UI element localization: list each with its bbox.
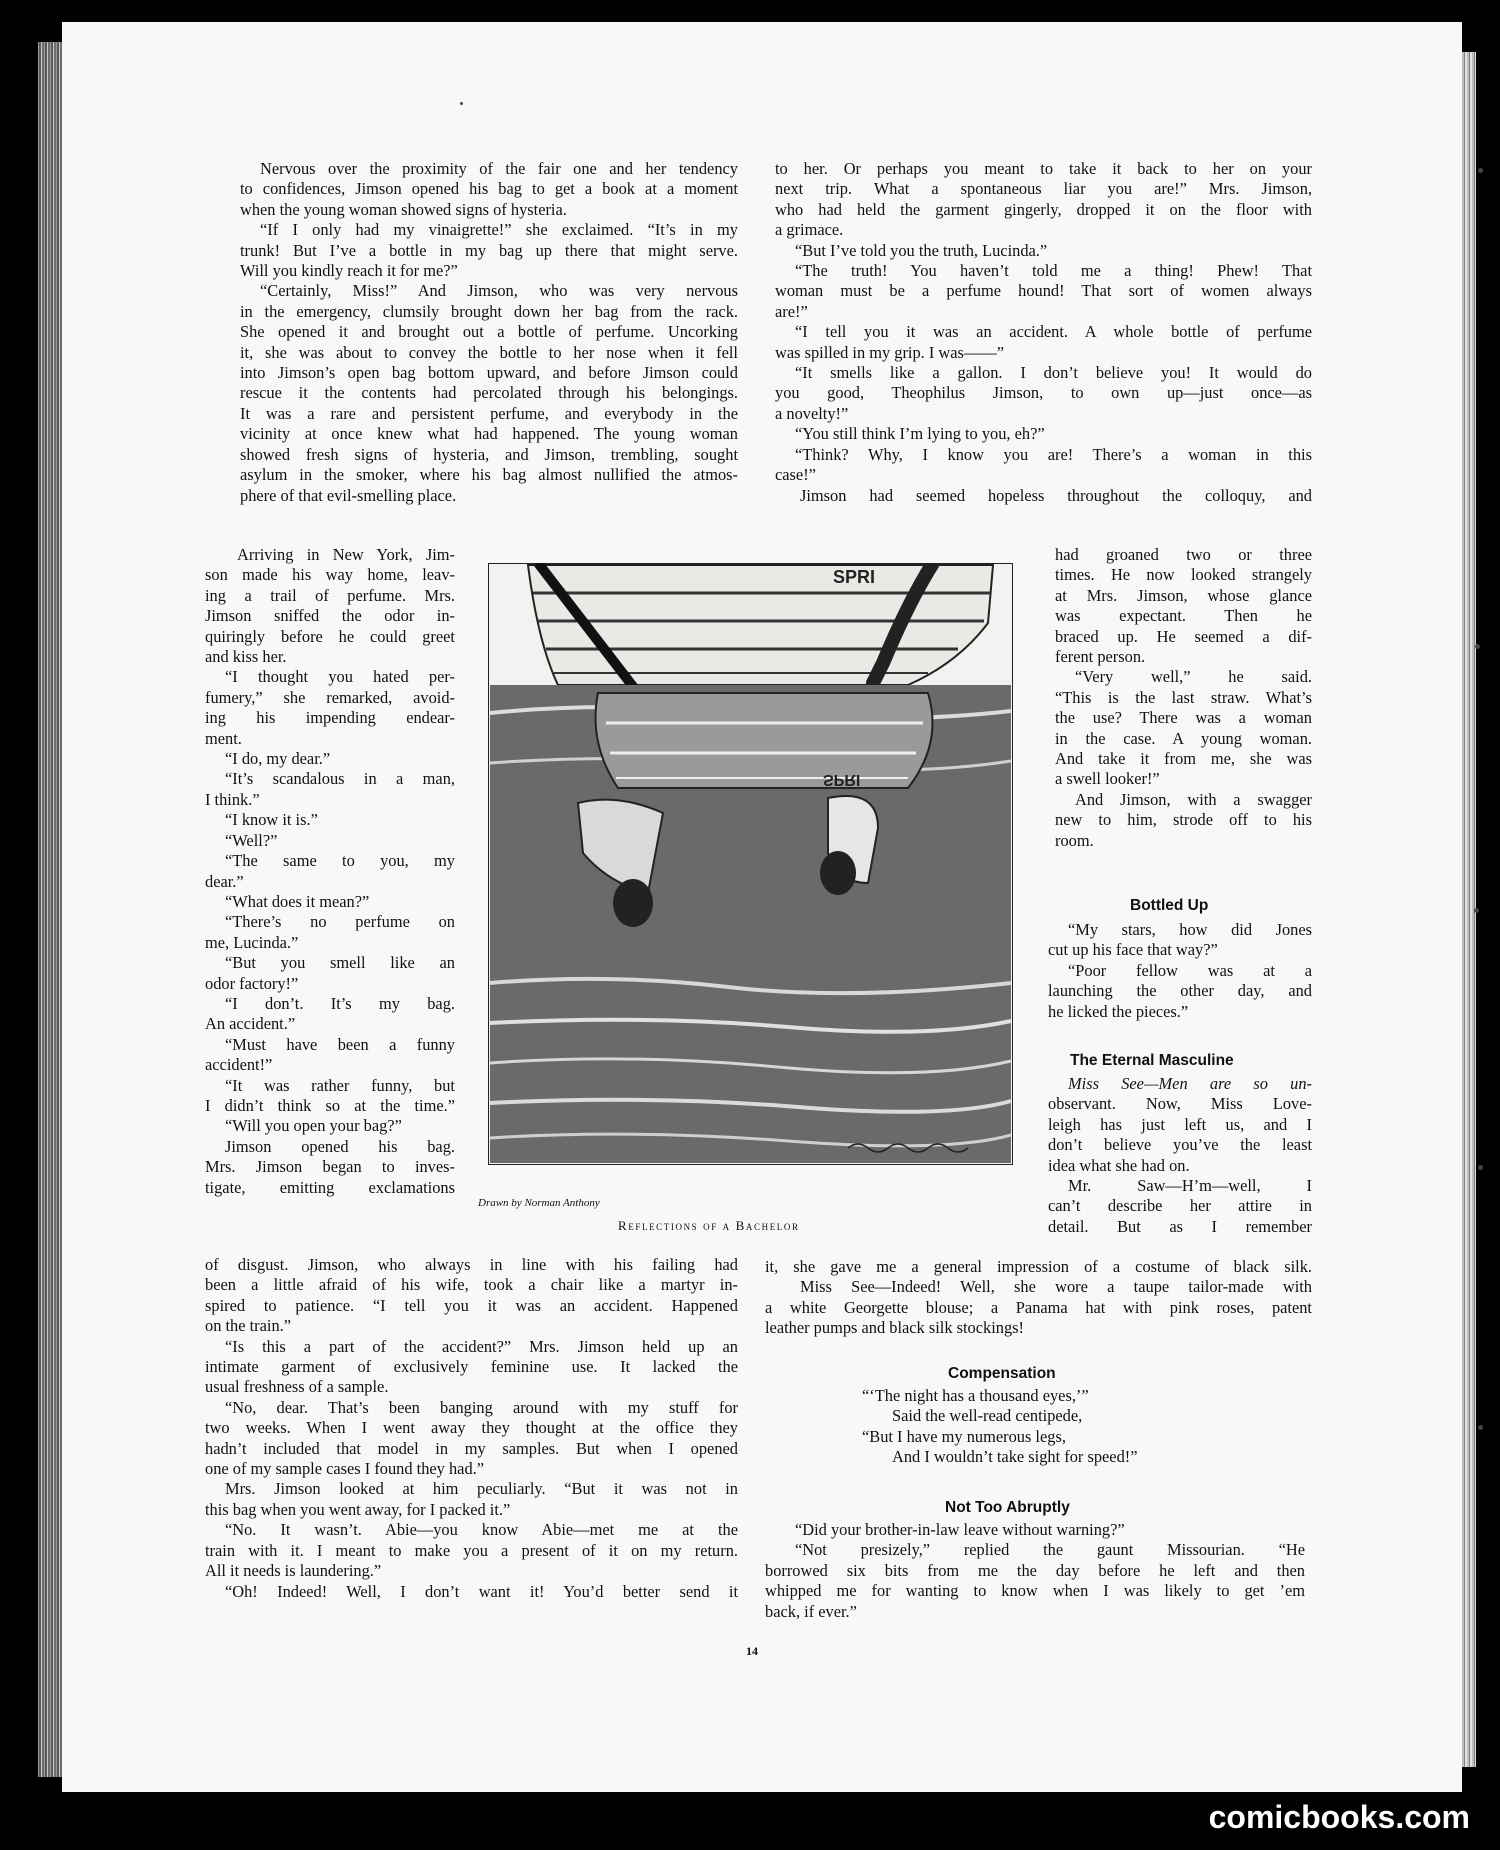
text-line: of disgust. Jimson, who always in line with his failing had	[205, 1255, 738, 1274]
text-line: to her. Or perhaps you meant to take it back to her on your	[775, 159, 1312, 178]
text-line: the use? There was a woman	[1055, 708, 1312, 728]
text-line: All it needs is laundering.”	[205, 1561, 382, 1581]
text-line: when the young woman showed signs of hysteria.	[240, 199, 567, 219]
text-line: accident!”	[205, 1055, 273, 1075]
text-line: “Will you open your bag?”	[225, 1116, 402, 1136]
text-line: “No. It wasn’t. Abie—you know Abie—met me at the	[225, 1520, 738, 1540]
text-line: observant. Now, Miss Love-	[1048, 1094, 1312, 1114]
text-line: times. He now looked strangely	[1055, 565, 1312, 585]
section-heading-eternal-masculine: The Eternal Masculine	[1070, 1052, 1234, 1069]
text-line: room.	[1055, 830, 1094, 850]
text-line: ing a trail of perfume. Mrs.	[205, 585, 455, 605]
text-line: had groaned two or three	[1055, 545, 1312, 564]
section-heading-bottled-up: Bottled Up	[1130, 897, 1209, 914]
text-line: ing his impending endear-	[205, 708, 455, 728]
boat-reflection	[596, 693, 933, 788]
text-line: “It was rather funny, but	[225, 1075, 455, 1095]
text-line: ment.	[205, 728, 242, 748]
text-line: a novelty!”	[775, 403, 849, 423]
text-line: odor factory!”	[205, 973, 299, 993]
text-line: Nervous over the proximity of the fair one and her tendency	[260, 159, 738, 178]
watermark: comicbooks.com	[1208, 1799, 1470, 1835]
text-line: leigh has just left us, and I	[1048, 1114, 1312, 1134]
text-line: spired to patience. “I tell you it was an accident. Happened	[205, 1295, 738, 1315]
section-heading-not-too-abruptly: Not Too Abruptly	[945, 1499, 1070, 1516]
text-line: train with it. I meant to make you a present of it on my return.	[205, 1540, 738, 1560]
text-line: a grimace.	[775, 220, 844, 240]
text-line: I didn’t think so at the time.”	[205, 1095, 455, 1115]
text-line: And take it from me, she was	[1055, 749, 1312, 769]
compensation-poem	[862, 1386, 1222, 1468]
text-line: fumery,” she remarked, avoid-	[205, 687, 455, 707]
text-line: launching the other day, and	[1048, 981, 1312, 1001]
text-line: “I thought you hated per-	[225, 667, 455, 687]
text-line: you good, Theophilus Jimson, to own up—just once—as	[775, 383, 1312, 403]
text-line: cut up his face that way?”	[1048, 940, 1218, 960]
poem-line: “But I have my numerous legs,	[862, 1426, 1066, 1446]
text-line: woman must be a perfume hound! That sort of women always	[775, 281, 1312, 301]
eternal-masculine-wide-text	[765, 1257, 1312, 1339]
page-number: 14	[746, 1644, 758, 1658]
text-line: “I know it is.”	[225, 810, 318, 830]
text-line: showed fresh signs of hysteria, and Jimson, trembling, sought	[240, 444, 738, 464]
print-speck	[460, 102, 463, 105]
right-column-top	[775, 159, 1312, 506]
text-line: and kiss her.	[205, 647, 287, 667]
text-line: “I don’t. It’s my bag.	[225, 993, 455, 1013]
text-line: on the train.”	[205, 1316, 292, 1336]
text-line: Mrs. Jimson began to inves-	[205, 1157, 455, 1177]
illustration-credit: Drawn by Norman Anthony	[478, 1197, 600, 1209]
text-line: one of my sample cases I found they had.”	[205, 1459, 485, 1479]
text-line: Jimson opened his bag.	[225, 1136, 455, 1156]
text-line: trunk! But I’ve a bottle in my bag up there that might serve.	[240, 240, 738, 260]
text-line: are!”	[775, 301, 808, 321]
text-line: idea what she had on.	[1048, 1155, 1190, 1175]
text-line: in the emergency, clumsily brought down her bag from the rack.	[240, 301, 738, 321]
poem-line: And I wouldn’t take sight for speed!”	[892, 1447, 1138, 1467]
text-line: rescue it the contents had percolated through his belongings.	[240, 383, 738, 403]
text-line: An accident.”	[205, 1014, 296, 1034]
print-speck	[1478, 1425, 1483, 1430]
text-line: “If I only had my vinaigrette!” she exclaimed. “It’s in my	[260, 220, 738, 240]
right-narrow-column	[1055, 545, 1312, 851]
text-line: it, she was about to convey the bottle to her nose when it fell	[240, 342, 738, 362]
text-line: And Jimson, with a swagger	[1075, 789, 1312, 809]
text-line: borrowed six bits from me the day before he left and then	[765, 1560, 1305, 1580]
text-line: dear.”	[205, 871, 244, 891]
left-narrow-column	[205, 545, 455, 1198]
reflected-lettering: SPRI	[823, 771, 861, 788]
poem-line: Said the well-read centipede,	[892, 1406, 1083, 1426]
print-speck	[1478, 1165, 1483, 1170]
text-line: She opened it and brought out a bottle of perfume. Uncorking	[240, 322, 738, 342]
text-line: vicinity at once knew what had happened. The young woman	[240, 424, 738, 444]
text-line: I think.”	[205, 789, 260, 809]
text-line: “Oh! Indeed! Well, I don’t want it! You’d better send it	[225, 1581, 738, 1601]
text-line: Mr. Saw—H’m—well, I	[1068, 1176, 1312, 1196]
text-line: phere of that evil-smelling place.	[240, 485, 457, 505]
text-line: “The same to you, my	[225, 851, 455, 871]
text-line: “Certainly, Miss!” And Jimson, who was very nervous	[260, 281, 738, 301]
text-line: was expectant. Then he	[1055, 606, 1312, 626]
text-line: detail. But as I remember	[1048, 1216, 1312, 1236]
text-line: “What does it mean?”	[225, 891, 370, 911]
text-line: at Mrs. Jimson, whose glance	[1055, 585, 1312, 605]
text-line: two weeks. When I went away they thought at the office they	[205, 1418, 738, 1438]
text-line: Jimson sniffed the odor in-	[205, 606, 455, 626]
print-speck	[1478, 168, 1483, 173]
text-line: “It’s scandalous in a man,	[225, 769, 455, 789]
illustration-caption: Reflections of a Bachelor	[618, 1218, 800, 1233]
left-column-bottom	[205, 1255, 738, 1602]
text-line: “But you smell like an	[225, 953, 455, 973]
text-line: “But I’ve told you the truth, Lucinda.”	[795, 240, 1048, 260]
section-heading-compensation: Compensation	[948, 1365, 1056, 1382]
text-line: “Poor fellow was at a	[1068, 960, 1312, 980]
text-line: a white Georgette blouse; a Panama hat with pink roses, patent	[765, 1297, 1312, 1317]
text-line: asylum in the smoker, where his bag almost nullified the atmos-	[240, 465, 738, 485]
text-line: me, Lucinda.”	[205, 932, 299, 952]
eternal-masculine-narrow-text	[1048, 1074, 1312, 1237]
text-line: Miss See—Men are so un-	[1068, 1074, 1312, 1093]
print-speck	[1474, 908, 1479, 913]
boat-lettering: SPRI	[833, 567, 876, 587]
text-line: it, she gave me a general impression of a costume of black silk.	[765, 1257, 1312, 1276]
text-line: Mrs. Jimson looked at him peculiarly. “But it was not in	[225, 1479, 738, 1499]
text-line: Miss See—Indeed! Well, she wore a taupe tailor-made with	[800, 1277, 1312, 1297]
illustration-reflections-of-a-bachelor	[488, 563, 1013, 1165]
text-line: Arriving in New York, Jim-	[237, 545, 455, 564]
text-line: he licked the pieces.”	[1048, 1001, 1189, 1021]
text-line: quiringly before he could greet	[205, 626, 455, 646]
text-line: next trip. What a spontaneous liar you are!” Mrs. Jimson,	[775, 179, 1312, 199]
text-line: “Not presizely,” replied the gaunt Missourian. “He	[795, 1540, 1305, 1560]
text-line: “No, dear. That’s been banging around with my stuff for	[225, 1397, 738, 1417]
text-line: who had held the garment gingerly, dropped it on the floor with	[775, 199, 1312, 219]
text-line: back, if ever.”	[765, 1601, 857, 1621]
text-line: new to him, strode off to his	[1055, 810, 1312, 830]
print-speck	[1475, 644, 1480, 649]
text-line: can’t describe her attire in	[1048, 1196, 1312, 1216]
text-line: usual freshness of a sample.	[205, 1377, 389, 1397]
text-line: been a little afraid of his wife, took a chair like a martyr in-	[205, 1275, 738, 1295]
text-line: whipped me for wanting to know when I was likely to get ’em	[765, 1581, 1305, 1601]
text-line: Will you kindly reach it for me?”	[240, 261, 458, 281]
text-line: “I do, my dear.”	[225, 749, 331, 769]
text-line: “Did your brother-in-law leave without warning?”	[795, 1520, 1125, 1539]
text-line: “There’s no perfume on	[225, 912, 455, 932]
text-line: “It smells like a gallon. I don’t believe you! It would do	[795, 363, 1312, 383]
text-line: to confidences, Jimson opened his bag to get a book at a moment	[240, 179, 738, 199]
text-line: “The truth! You haven’t told me a thing! Phew! That	[795, 261, 1312, 281]
text-line: “Very well,” he said.	[1075, 667, 1312, 687]
text-line: don’t believe you’ve the least	[1048, 1135, 1312, 1155]
text-line: hadn’t included that model in my samples. But when I opened	[205, 1438, 738, 1458]
text-line: was spilled in my grip. I was——”	[775, 342, 1004, 362]
text-line: It was a rare and persistent perfume, and everybody in the	[240, 403, 738, 423]
text-line: this bag when you went away, for I packed it.”	[205, 1499, 511, 1519]
text-line: case!”	[775, 465, 816, 485]
text-line: “This is the last straw. What’s	[1055, 687, 1312, 707]
text-line: intimate garment of exclusively feminine use. It lacked the	[205, 1357, 738, 1377]
text-line: “Think? Why, I know you are! There’s a woman in this	[795, 444, 1312, 464]
text-line: into Jimson’s open bag bottom upward, and before Jimson could	[240, 363, 738, 383]
text-line: “My stars, how did Jones	[1068, 920, 1312, 939]
text-line: son made his way home, leav-	[205, 565, 455, 585]
text-line: “You still think I’m lying to you, eh?”	[795, 424, 1045, 444]
bottled-up-text	[1048, 920, 1312, 1022]
text-line: “Well?”	[225, 830, 278, 850]
text-line: braced up. He seemed a dif-	[1055, 626, 1312, 646]
text-line: “Must have been a funny	[225, 1034, 455, 1054]
text-line: ferent person.	[1055, 647, 1146, 667]
text-line: tigate, emitting exclamations	[205, 1177, 455, 1197]
text-line: “I tell you it was an accident. A whole bottle of perfume	[795, 322, 1312, 342]
text-line: “Is this a part of the accident?” Mrs. Jimson held up an	[225, 1336, 738, 1356]
poem-line: “‘The night has a thousand eyes,’”	[862, 1386, 1089, 1405]
left-column-top	[240, 159, 738, 506]
text-line: a swell looker!”	[1055, 769, 1160, 789]
text-line: in the case. A young woman.	[1055, 728, 1312, 748]
not-too-abruptly-text	[765, 1520, 1305, 1622]
text-line: Jimson had seemed hopeless throughout the colloquy, and	[800, 485, 1312, 505]
text-line: leather pumps and black silk stockings!	[765, 1318, 1025, 1338]
